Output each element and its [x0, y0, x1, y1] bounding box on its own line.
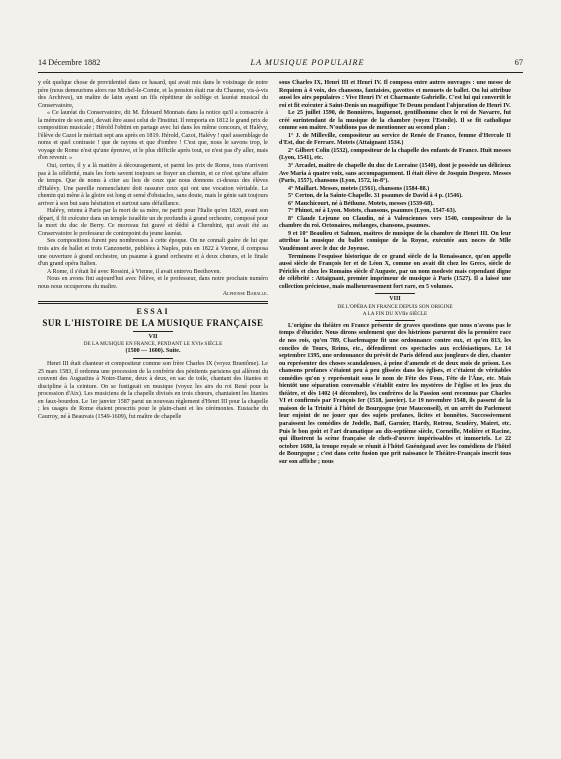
paragraph: Terminons l'esquisse historique de ce grand siècle de la Renaissance, qu'on appelle aussi siècle de François Ier et de Léon X, comme on avait dit chez les Grecs, siècle de Périclès et chez les Romains siècle d'Auguste, par un nom modeste mais cependant digne de célébrité : Attaignant, premier imprimeur de musique à Paris (1527). Il a laissé une collection précieuse, mais malheureusement fort rare, en 5 volumes. — [279, 253, 511, 290]
list-item: 2° Gilbert Colin (1532), compositeur de la chapelle des enfants de France. Huit messes (Lyon, 1541), etc. — [279, 147, 511, 162]
page-header — [38, 58, 523, 70]
header-title: LA MUSIQUE POPULAIRE — [250, 58, 365, 67]
essai-heading: ESSAI — [136, 306, 170, 316]
header-rule — [38, 72, 523, 73]
right-column — [279, 80, 511, 466]
chapter-title: DE LA MUSIQUE EN FRANCE, PENDANT LE XVIe SIÈCLE — [83, 341, 223, 348]
header-date: 14 Décembre 1882 — [38, 58, 101, 67]
list-item: 5° Certon, de la Sainte-Chapelle. 31 psaumes de David à 4 p. (1546). — [288, 193, 463, 200]
paragraph: Oui, certes, il y a là matière à découragement, et parmi les prix de Rome, tous n'arrivent pas à la célébrité, mais les forts savent toujours se frayer un chemin, et ce n'est qu'une affaire de temps. Que de noms à citer au lieu de ceux que nous donnons ci-dessus des élèves d'Halévy. Une pareille nomenclature doit rassurer ceux qui ont une vocation véritable. Le chemin qui mène à la gloire est long et semé d'obstacles, sans doute, mais le génie sait toujours arriver à son but sans hésitation et surtout sans défaillance. — [38, 163, 268, 207]
paragraph: « Ce lauréat du Conservatoire, dit M. Édouard Monnais dans la notice qu'il a consacrée à la mémoire de son ami, devait être aussi celui de l'Institut. Il remporta en 1812 le grand prix de composition musicale ; Hérold l'obtint en partage avec lui dans les même concours, et Halévy, l'élève de Cazot le méritait sept ans après en 1819. Hérold, Cazot, Halévy ! quel assemblage de noms et quel contraste ! que de rayons et que d'ombre ! C'est que, nous le savons trop, le voyage de Rome n'est qu'une épreuve, et le plus difficile après tout, ce n'est pas d'y aller, mais d'en revenir. » — [38, 110, 268, 162]
left-column — [38, 80, 268, 421]
list-item: 7° Phinot, né à Lyon. Motets, chansons, psaumes (Lyon, 1547-63). — [288, 208, 457, 215]
paragraph: L'origine du théâtre en France présente de graves questions que nous n'avons pas le temps d'élucider. Nous dirons seulement que des histrions parurent dès la première race de nos rois, qu'en 789, Charlemagne fit une ordonnance contre eux, et qu'en 813, les conciles de Tours, Reims, etc., défendirent ces spectacles aux ecclésiastiques. Le 14 septembre 1395, une ordonnance du prévôt de Paris défend aux jongleurs de dire, chanter ou représenter des choses scandaleuses, à peine d'amende et de deux mois de prison. Les chansons profanes s'étaient peu à peu glissées dans les églises, et c'étaient de véritables comédies qu'on y représentait sous le nom de Fête des Fous, Fête de l'Âne, etc. Mais bientôt une séparation convenable s'établit entre les mystères de l'église et les jeux du théâtre, et dès 1402 (4 décembre), les confrères de la Passion sont reconnus par Charles VI et confirmés par François Ier (1518, janvier). Le 19 novembre 1548, ils passent de la maison de la Trinité à l'hôtel de Bourgogne (rue Mauconseil), et un arrêt du Parlement leur enjoint de ne jouer que des sujets profanes, licites et honnêtes. Successivement paraissent les comédies de Jodelle, Baïf, Garnier, Hardy, Rotrou, Scudéry, Mairet, etc. Puis le bon goût et l'art dramatique au dix-septième siècle, Corneille, Molière et Racine, qui illustrent la scène française de chefs-d'œuvre impérissables et immortels. Le 22 octobre 1680, la troupe royale se réunit à l'hôtel Guénégaud avec les comédiens de l'hôtel de Bourgogne ; c'est dans cette fusion que prit naissance le Théâtre-Français inscrit tous sur son affiche ; nous — [279, 322, 511, 465]
paragraph: y eût quelque chose de providentiel dans ce hasard, qui avait mis dans le voisinage de notre père (nous demeurions alors rue Michel-le-Comte, et la pension était rue du Chaume, vis-à-vis des Archives), un maître de latin ayant un fils répétiteur de solfège et lauréat musical du Conservatoire, — [38, 80, 268, 109]
heading-rule — [133, 331, 173, 332]
paragraph: 9 et 10° Beaulieu et Salmon, maîtres de musique de la chambre de Henri III. On leur attribue la musique du ballet comique de la Royne, exécutée aux noces de Mlle Vaudémont avec le duc de Joyeuse. — [279, 230, 511, 253]
paragraph: Le 25 juillet 1590, de Bonnières, huguenot, gentilhomme chez le roi de Navarre, fut créé surintendant de la musique de la chambre (voyez l'Estoile). Il se fit catholique comme son maître. N'oublions pas de mentionner au second plan : — [279, 110, 511, 132]
header-page-number: 67 — [514, 58, 523, 67]
list-item: 4° Maillart. Messes, motets (1561), chansons (1584-88.) — [288, 185, 430, 192]
heading-rule — [375, 320, 415, 321]
chapter-title: DE L'OPÉRA EN FRANCE DEPUIS SON ORIGINE — [337, 303, 453, 310]
list-item: 3° Arcadet, maître de chapelle du duc de Lorraine (1540), dont je possède un délicieux Ave Maria à quatre voix, sans accompagnement. Il était élève de Josquin Desprez. Messes (Paris, 1557), chansons (Lyon, 1572, in-8°). — [279, 163, 511, 185]
heading-rule — [133, 358, 173, 359]
list-item: 6° Mauchicourt, né à Béthune. Motets, messes (1539-68). — [288, 200, 434, 207]
chapter-title-line-2: A LA FIN DU XVIIe SIÈCLE — [362, 310, 428, 317]
chapter-dates: (1500 — 1600). Suite. — [125, 348, 181, 355]
heading-rule — [375, 293, 415, 294]
paragraph: Halévy, retenu à Paris par la mort de sa mère, ne partit pour l'Italie qu'en 1820, avant son départ, il fit exécuter dans un temple israélite un de profundis à grand orchestre, composé pour la mort du duc de Berry. Ce morceau fut gravé et dédié à Cherubini, qui avait été au Conservatoire le professeur de contrepoint du jeune lauréat. — [38, 208, 268, 237]
paragraph: sous Charles IX, Henri III et Henri IV. Il composa entre autres ouvrages : une messe de Requiem à 4 voix, des chansons, fantaisies, gavottes et menuets de ballet. On lui attribue aussi les airs populaires : Vive Henri IV et Charmante Gabrielle. C'est lui qui convertit le roi et fit exécuter à Saint-Denis un magnifique Te Deum pendant l'abjuration de Henri IV. — [279, 80, 511, 109]
article-signature: Alphonse Baralle. — [222, 291, 268, 298]
chapter-number: VIII — [389, 296, 401, 303]
list-item: 1° J. de Milleville, compositeur au service de Renée de France, femme d'Hercule II d'Est, duc de Ferrare. Motets (Attaignant 1534.) — [279, 132, 511, 147]
paragraph: Nous en avons fini aujourd'hui avec l'élève, et le professeur, dans notre prochain numéro nous nous occuperons du maître. — [38, 276, 268, 290]
paragraph: Ses compositions furent peu nombreuses à cette époque. On ne connaît guère de lui que trois airs de ballet et trois Canzonette, publiées à Naples, puis en 1822 à Vienne, il composa une ouverture à grand orchestre, un psaume à grand orchestre et à deux chœurs, et le finale d'un grand opéra Italien. — [38, 238, 268, 268]
paragraph: Henri III était chanteur et compositeur comme son frère Charles IX (voyez Brantôme). Le 25 mars 1583, il ordonna une procession de la confrérie des pénitents parisiens qui allèrent du couvent des Augustins à Notre-Dame, deux à deux, en sac de toile, chantant des litanies et discipline à la ceinture. On se fustigeait en musique (voyez les airs du roi René pour la procession d'Aix). Les musiciens de la chapelle divisés en trois chœurs, chantaient les litanies en faux-bourdon. Le 1er janvier 1587 parut un nouveau règlement d'Henri III pour la chapelle ; les usages de Rome étaient prescrits pour le plain-chant et les cérémonies. Eustache du Caurroy, né à Beauvais (1549-1609), fut maître de chapelle — [38, 360, 268, 420]
essai-subheading: SUR L'HISTOIRE DE LA MUSIQUE FRANÇAISE — [42, 317, 264, 328]
list-item: 8° Claude Lejeune ou Claudin, né à Valenciennes vers 1540, compositeur de la chambre du roi. Octonaires, mélanges, chansons, psaumes. — [279, 215, 511, 230]
chapter-number: VII — [148, 333, 158, 340]
paragraph: A Rome, il s'était lié avec Rossini, à Vienne, il avait entrevu Beethoven. — [47, 268, 221, 275]
section-divider — [38, 301, 268, 304]
